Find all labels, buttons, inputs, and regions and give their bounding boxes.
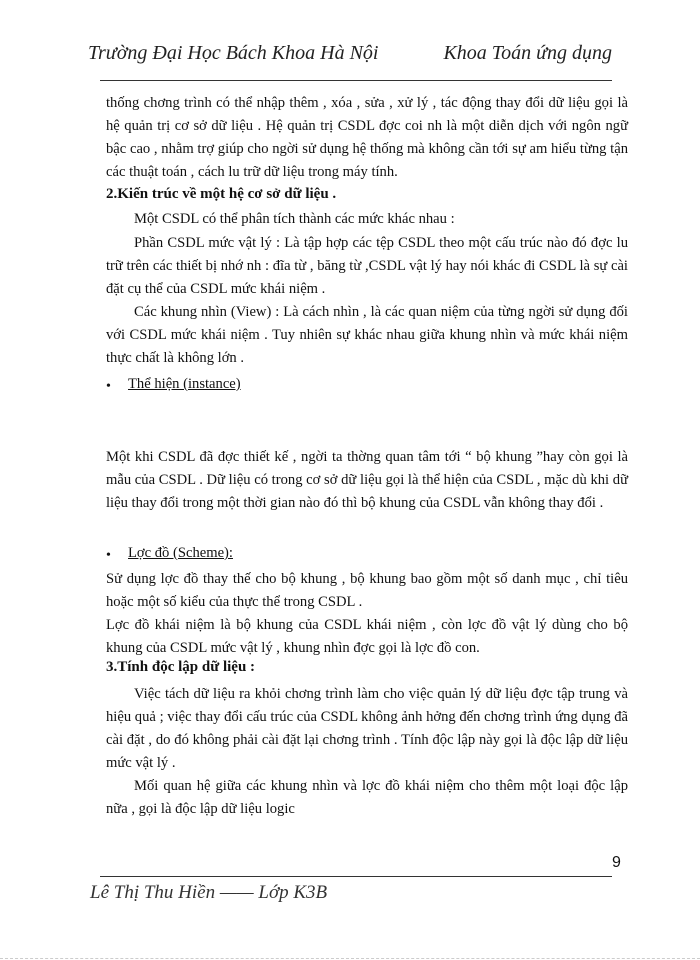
- heading-architecture: 2.Kiến trúc về một hệ cơ sở dữ liệu .: [106, 186, 337, 202]
- page-number: 9: [612, 854, 621, 871]
- paragraph-levels: Một CSDL có thể phân tích thành các mức khác nhau :: [134, 211, 455, 227]
- paragraph-schema-types: Lợc đồ khái niệm là bộ khung của CSDL khái niệm , còn lợc đồ vật lý dùng cho bộ khung của CSDL mức vật lý , khung nhìn đợc gọi là lợc đồ con.: [106, 617, 628, 656]
- page-edge-divider: [0, 958, 700, 959]
- paragraph-views: Các khung nhìn (View) : Là cách nhìn , là các quan niệm của từng ngời sử dụng đối với CSDL mức khái niệm . Tuy nhiên sự khác nhau giữa khung nhìn và mức khái niệm thực chất là không lớn .: [106, 304, 628, 366]
- footer-author: Lê Thị Thu Hiền —— Lớp K3B: [90, 882, 328, 903]
- header-rule: [100, 80, 612, 81]
- bullet-instance-label: Thể hiện (instance): [128, 376, 241, 392]
- paragraph-logical-independence: Mối quan hệ giữa các khung nhìn và lợc đồ khái niệm cho thêm một loại độc lập nữa , gọi là độc lập dữ liệu logic: [106, 778, 628, 817]
- paragraph-physical-independence: Việc tách dữ liệu ra khỏi chơng trình làm cho việc quản lý dữ liệu đợc tập trung và hiệu quả ; việc thay đổi cấu trúc của CSDL không ảnh hởng đến chơng trình ứng dụng đã cài đặt , do đó không phải cài đặt lại chơng trình . Tính độc lập này gọi là độc lập dữ liệu mức vật lý .: [106, 686, 628, 771]
- paragraph-scheme-usage: Sử dụng lợc đồ thay thế cho bộ khung , bộ khung bao gồm một số danh mục , chỉ tiêu hoặc một số kiểu của thực thể trong CSDL .: [106, 571, 628, 610]
- bullet-scheme-label: Lợc đồ (Scheme):: [128, 545, 233, 561]
- header-school: Trường Đại Học Bách Khoa Hà Nội: [88, 42, 379, 64]
- heading-data-independence: 3.Tính độc lập dữ liệu :: [106, 659, 256, 675]
- header-faculty: Khoa Toán ứng dụng: [443, 42, 612, 64]
- bullet-dot-icon: •: [106, 548, 111, 563]
- bullet-dot-icon: •: [106, 379, 111, 394]
- footer-rule: [100, 876, 612, 877]
- paragraph-instance: Một khi CSDL đã đợc thiết kế , ngời ta thờng quan tâm tới “ bộ khung ”hay còn gọi là mẫu của CSDL . Dữ liệu có trong cơ sở dữ liệu gọi là thể hiện của CSDL , mặc dù khi dữ liệu thay đổi trong một thời gian nào đó thì bộ khung của CSDL vẫn không thay đổi .: [106, 449, 628, 511]
- paragraph-physical-level: Phần CSDL mức vật lý : Là tập hợp các tệp CSDL theo một cấu trúc nào đó đợc lu trữ trên các thiết bị nhớ nh : đĩa từ , băng từ ,CSDL vật lý hay nói khác đi CSDL là sự cài đặt cụ thể của CSDL mức khái niệm .: [106, 235, 628, 297]
- paragraph-dbms-intro: thống chơng trình có thể nhập thêm , xóa , sửa , xử lý , tác động thay đổi dữ liệu gọi là hệ quản trị cơ sở dữ liệu . Hệ quản trị CSDL đợc coi nh là một diễn dịch với ngôn ngữ bậc cao , nhằm trợ giúp cho ngời sử dụng hệ thống mà không cần tới sự am hiểu từng tận các thuật toán , cách lu trữ dữ liệu trong máy tính.: [106, 95, 628, 180]
